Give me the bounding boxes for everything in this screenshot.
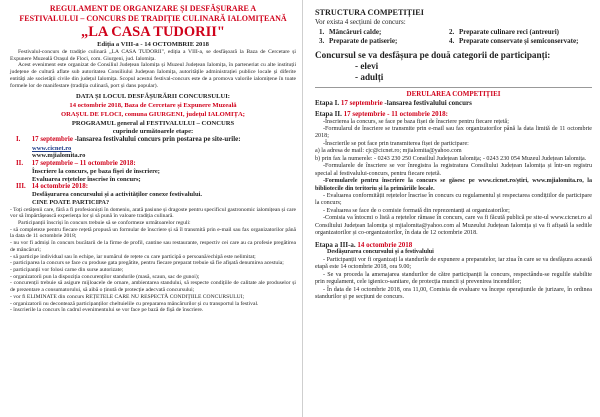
rule-4: - participarea la concurs se face cu produse gata pregătite, pentru fiecare preparat trebuie să fie afișată denumirea acestuia; <box>10 260 284 267</box>
stage-1-number: I. <box>16 136 21 144</box>
right-page <box>302 0 600 417</box>
edition-line: Ediția a VIII-a - 14 OCTOMBRIE 2018 <box>97 41 209 48</box>
rule-10: - înscrierile la concurs în cadrul evenimentului se vor face pe bază de fișă de înscriere. <box>10 307 204 314</box>
flow-title: DERULAREA COMPETIȚIEI <box>406 90 501 98</box>
etapa-2-para-3: -Înscrierile se pot face prin transmiterea fișei de participare: <box>323 140 469 147</box>
section-4: 4. Preparate conservate și semiconservate; <box>449 37 579 45</box>
title-line-2: FESTIVALULUI – CONCURS DE TRADIȚIE CULINARĂ IALOMIȚEANĂ <box>19 13 287 23</box>
etapa-2-para-9: - Evaluarea se face de o comisie formată din reprezentanți ai organizatorilor; <box>323 207 510 214</box>
stage-1-link-2[interactable]: www.mjialomita.ro <box>32 152 86 160</box>
intro-paragraph-2: Acest eveniment este organizat de Consiliul Județean Ialomița și Muzeul Județean Ialomița, în parteneriat cu alte instituții județene de cultură aflate sub autoritatea Consiliului Județean Ialomița, autoritățile administrației publice locale și diferite entități ale societății civile din județul Ialomița. Scopul acestui festival-concurs este de a promova valorile ialomițene în toate formele lor de manifestare (tradiția culinară, port și dans popular). <box>10 62 296 89</box>
etapa-3-para-3: - În data de 14 octombrie 2018, ora 11,00, Comisia de evaluare va începe operațiunile de jurizare, în ordinea standurilor și pe secțiuni de concurs. <box>315 286 592 300</box>
title-line-1: REGULAMENT DE ORGANIZARE ȘI DESFĂȘURARE A <box>49 4 257 13</box>
divider <box>315 87 592 88</box>
rule-2: - nu vor fi admiși în concurs bucătarii de la firme de profil, cantine sau restaurante, respectiv cei care au ca profesie pregătirea de mâncăruri; <box>10 240 296 253</box>
date-location-line-1: 14 octombrie 2018, Baza de Cercetare și Expunere Muzeală <box>69 102 237 110</box>
etapa-1: Etapa I. 17 septembrie -lansarea festivalului concurs <box>315 98 472 107</box>
etapa-2-fax: b) prin fax la numerele: - 0243 230 250 Consiliul Județean Ialomița; - 0243 230 054 Muzeul Județean Ialomița. <box>315 155 587 162</box>
etapa-2-para-8: - Evaluarea conformității rețetelor înscrise în concurs cu regulamentul și respectarea condițiilor de participare la concurs; <box>315 193 592 207</box>
stage-3 <box>10 183 296 191</box>
rule-7: - concurenții trebuie să asigure mijloacele de ornare, ambientarea standului, să respecte condițiile de calitate ale produselor și de prezentare a consumatorului, să aibă o ținută de protecție adecvată concursului; <box>10 280 296 294</box>
rule-8: - vor fi ELIMINATE din concurs REȚETELE CARE NU RESPECTĂ CONDIȚIILE CONCURSULUI; <box>10 293 245 300</box>
stage-2-number: II. <box>16 159 24 167</box>
rule-3: - să participe individual sau în echipe, iar numărul de rețete cu care participă o persoană/echipă este nelimitat; <box>10 253 256 260</box>
categories-title: Concursul se va desfășura pe două categorii de participanți: <box>315 50 551 60</box>
stage-2 <box>10 160 296 168</box>
etapa-3-head: Desfășurarea concursului și a festivalului <box>327 249 434 256</box>
section-3: 3. Preparate de patiserie; <box>319 37 398 45</box>
etapa-3-para-1: - Participanții vor fi organizați la standurile de expunere a preparatelor, iar ziua în care se va desfășura această etapă este 14 octombrie 2018, ora 9.00; <box>315 256 592 271</box>
etapa-2-para-7: -Formularele pentru înscriere la concurs se găsesc pe www.cicnet.ro/știri, www.mjialomita.ro, la bibliotecile din teritoriu și la primăriile locale. <box>315 178 592 192</box>
program-title: PROGRAMUL general al FESTIVALULUI – CONCURS <box>71 119 235 127</box>
etapa-2-para-2: -Formularul de înscriere se transmite prin e-mail sau fax organizatorilor până la data limită de 11 octombrie 2018; <box>315 125 592 140</box>
rule-6: - organizatorii pun la dispoziția concurenților standurile (masă, scaun, sac de gunoi); <box>10 273 200 280</box>
etapa-3: Etapa a III-a. 14 octombrie 2018 <box>315 240 413 249</box>
etapa-2-para-10: -Comisia va întocmi o listă a rețetelor rămase în concurs, care va fi făcută publică pe site-ul www.cicnet.ro al Consiliului Județean Ialomița și mjialomita@yahoo.com al Muzeului Județean Ialomița și va fi afișată la sediile organizatorilor și co-organizatorilor, în data de 12 octombrie 2018. <box>315 215 592 237</box>
rules-intro: Participanții înscriși în concurs trebuie să se conformeze următoarelor reguli: <box>18 220 191 227</box>
etapa-2: Etapa II. 17 septembrie - 11 octombrie 2018: <box>315 110 448 118</box>
stage-2-date: 17 septembrie – 11 octombrie 2018: <box>31 159 136 167</box>
section-1: 1. Mâncăruri calde; <box>319 28 382 36</box>
date-location-title: DATA ȘI LOCUL DESFĂȘURĂRII CONCURSULUI: <box>75 93 230 101</box>
stage-3-date: 14 octombrie 2018: <box>31 183 88 191</box>
category-adults: - adulți <box>355 72 384 82</box>
stage-2-item-2: Evaluarea rețetelor înscrise în concurs; <box>32 175 141 183</box>
intro-paragraph-1: Festivalul-concurs de tradiție culinară „LA CASA TUDORII", ediția a VIII-a, se desfășoară la Baza de Cercetare și Expunere Muzeală Orașul de Floci, com. Giurgeni, jud. Ialomița. <box>10 49 296 62</box>
structure-intro: Vor exista 4 secțiuni de concurs: <box>315 18 406 26</box>
stage-1-link-1[interactable]: www.cicnet.ro <box>32 144 72 152</box>
stage-1 <box>10 136 296 144</box>
festival-name: „LA CASA TUDORII" <box>81 24 225 40</box>
who-title: CINE POATE PARTICIPA? <box>32 199 110 207</box>
etapa-2-para-6: -Formularele de înscriere se vor înregistra la registratura Consiliului Județean Ialomița și într-un registru special al festivalului-concurs, pentru fiecare rețetă. <box>315 163 592 177</box>
rule-9: - organizatorii nu decontează participanților cheltuielile cu prepararea mâncărurilor și cu transportul la festival. <box>10 300 259 307</box>
date-location-line-2: ORAȘUL DE FLOCI, comuna GIURGENI, județul IALOMIȚA; <box>61 110 245 118</box>
etapa-2-para-1: -Înscrierea la concurs, se face pe baza fișei de înscriere pentru fiecare rețetă; <box>323 118 509 125</box>
stage-3-item-1: Desfășurarea concursului și a activităților conexe festivalului. <box>32 191 203 199</box>
etapa-2-mail[interactable]: a) la adresa de mail: cjc@cicnet.ro; mjialomita@yahoo.com <box>315 148 462 155</box>
stage-1-date: 17 septembrie <box>31 136 73 144</box>
etapa-3-para-2: - Se va proceda la amenajarea standurilor de către participanții la concurs, respectându-se regulile stabilite prin regulament, cele igienico-sanitare, de protecția muncii și prevenirea incendiilor; <box>315 271 592 286</box>
sections-grid <box>319 28 592 46</box>
rule-5: - participanții vor folosi carne din surse autorizate; <box>10 266 124 273</box>
rule-1: - să completeze pentru fiecare rețetă propusă un formular de înscriere și să îl transmită prin e-mail sau fax organizatorilor până la data de 11 octombrie 2018; <box>10 226 296 240</box>
stage-2-item-1: Înscriere la concurs, pe baza fișei de înscriere; <box>32 167 160 175</box>
who-text: - Toți cetățenii care, fără a fi profesioniști în domeniu, arată pasiune și dragoste pentru specificul gastronomic ialomițean și care vor să împărtășească experiența lor și să pună în valoare tradiția culinară. <box>10 206 296 220</box>
section-2: 2. Preparate culinare reci (antreuri) <box>449 28 559 36</box>
structure-title: STRUCTURA COMPETIȚIEI <box>315 8 424 17</box>
stage-1-text: -lansarea festivalului concurs prin postarea pe site-urile: <box>72 136 241 144</box>
category-students: - elevi <box>355 61 379 71</box>
program-subtitle: cuprinde următoarele etape: <box>112 128 194 136</box>
stage-3-number: III. <box>16 183 26 191</box>
